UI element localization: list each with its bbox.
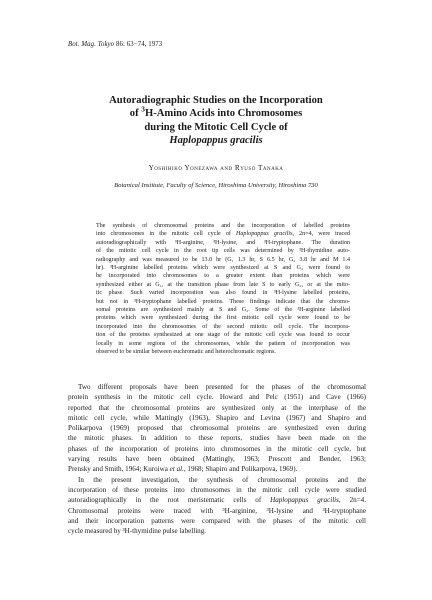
abstract-line: synthesized either at G₁, at the transition phase from late S to early G₂, or at the mito- <box>96 281 350 288</box>
title-line-2 <box>40 104 392 120</box>
paper-title <box>40 94 392 148</box>
abstract-line: autoradiographically with ³H-arginine, ³H-lysine, and ³H-tryptophane. The duration <box>96 239 350 246</box>
body-line: and their incorporation patterns were compared with the phases of the mitotic cell <box>68 516 366 525</box>
title-line-3: during the Mitotic Cell Cycle of <box>144 121 288 133</box>
journal-name: Bot. Mag. Tokyo <box>68 41 115 48</box>
abstract-line: radiography and was measured to be 13.0 hr (G₁ 1.3 hr, S 6.5 hr, G₂ 3.8 hr and M 1.4 <box>96 256 350 263</box>
title-line-1: Autoradiographic Studies on the Incorporation <box>109 95 323 106</box>
body-line: Chromosomal proteins were traced with ³H-arginine, ³H-lysine and ³H-tryptophane <box>68 506 366 515</box>
title-line-2-prefix: of <box>129 108 142 120</box>
body-line: mitotic cell cycle, while Mattingly (1963), Shapiro and Levina (1967) and Shapiro and <box>68 413 366 422</box>
abstract-line: incorporated into the chromosomes of the second mitotic cell cycle. The incorpora- <box>96 323 350 330</box>
abstract-line: The synthesis of chromosomal proteins and the incorporation of labelled proteins <box>96 223 350 229</box>
title-line-2-suffix: H-Amino Acids into Chromosomes <box>144 108 303 120</box>
body-line: Polikarpova (1969) proposed that chromosomal proteins are synthesized even during <box>68 424 366 433</box>
body-line: reported that the chromosomal proteins are synthesized only at the interphase of the <box>68 403 366 412</box>
abstract <box>96 222 350 357</box>
abstract-line: into chromosomes in the mitotic cell cycle of Haplopappus gracilis, 2n=4, were traced <box>96 231 350 238</box>
body-line: protein synthesis in the mitotic cell cycle. Howard and Pelc (1951) and Cave (1966) <box>68 393 366 402</box>
journal-citation <box>68 41 162 48</box>
body-line: phases of the incorporation of proteins into chromosomes in the mitotic cell cycle, but <box>68 444 366 453</box>
body-line: Prensky and Smith, 1964; Kuroiwa et al., 1968; Shapiro and Polikarpova, 1969). <box>68 465 298 474</box>
abstract-line: but not in ³H-tryptophane labelled proteins. These findings indicate that the chromo- <box>96 298 350 305</box>
abstract-line: locally in some regions of the chromosomes, while the pattern of incorporation was <box>96 340 350 347</box>
body-line: Two different proposals have been presented for the phases of the chromosomal <box>78 383 366 391</box>
author-list: Yoshihiko Yonezawa and Ryuso Tanaka <box>148 164 284 172</box>
body-line: varying results have been obtained (Mattingly, 1963; Prescott and Bender, 1963; <box>68 455 366 464</box>
body-line: cycle measured by ³H-thymidine pulse labelling. <box>68 527 207 536</box>
title-superscript: 3 <box>141 104 145 114</box>
abstract-line: proteins which were synthesized during the first mitotic cell cycle were found to be <box>96 315 350 322</box>
abstract-line: tic phase. Such varied incorporation was also found in ³H-lysine labelled proteins, <box>96 290 350 297</box>
body-line: In the present investigation, the synthesis of chromosomal proteins and the <box>78 475 366 484</box>
body-line: incorporation of these proteins into chromosomes in the mitotic cell cycle were studied <box>68 485 366 494</box>
abstract-line: hr). ³H-arginine labelled proteins which were synthesized at S and G₂ were found to <box>96 265 350 272</box>
body-line: autoradiographically in the root meristematic cells of Haplopappus gracilis, 2n=4. <box>68 496 366 505</box>
journal-volume-pages: 86: 63−74, 1973 <box>114 41 163 48</box>
abstract-line: of the mitotic cell cycle in the root tip cells was determined by ³H-thymidine auto- <box>96 248 350 255</box>
abstract-line: tion of the proteins synthesized at one stage of the mitotic cell cycle was found to occur <box>96 332 350 339</box>
abstract-line: somal proteins are synthesized mainly at S and G₂. Some of the ³H-arginine labelled <box>96 307 350 314</box>
body-line: the mitotic phases. In addition to these reports, studies have been made on the <box>68 434 366 443</box>
introduction-text <box>68 382 366 536</box>
author-affiliation: Botanical Institute, Faculty of Science, Hiroshima University, Hiroshima 730 <box>114 182 318 189</box>
abstract-line: be incorporated into chromosomes to a greater extent than proteins which were <box>96 273 350 280</box>
abstract-line: observed to be similar between euchromatic and heterochromatic regions. <box>96 349 276 356</box>
title-species: Haplopappus gracilis <box>169 135 263 147</box>
